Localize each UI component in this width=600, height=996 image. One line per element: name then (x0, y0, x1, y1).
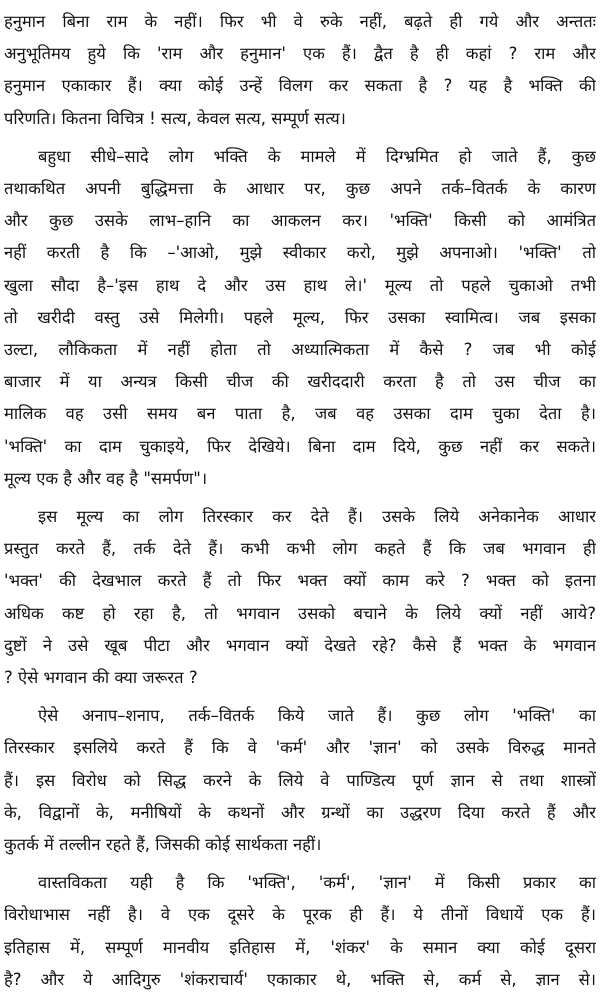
text-line: विरोधाभास नहीं है। वे एक दूसरे के पूरक ही हैं। ये तीनों विधायें एक हैं। (4, 905, 596, 925)
text-line: हैं। इस विरोध को सिद्ध करने के लिये वे पाण्डित्य पूर्ण ज्ञान से तथा शास्त्रों (4, 770, 596, 790)
paragraph-5 (4, 867, 596, 996)
text-line: 'भक्त' की देखभाल करते हैं तो फिर भक्त क्यों काम करे ? भक्त को इतना (4, 571, 596, 591)
text-line: हनुमान एकाकार हैं। क्या कोई उन्हें विलग कर सकता है ? यह है भक्ति की (4, 76, 596, 96)
text-line: है? और ये आदिगुरु 'शंकराचार्य' एकाकार थे, भक्ति से, कर्म से, ज्ञान से। (4, 969, 596, 989)
document-page (4, 0, 596, 989)
paragraph-1 (4, 6, 596, 135)
paragraph-3 (4, 501, 596, 694)
text-line: के, विद्वानों के, मनीषियों के कथनों और ग्रन्थों का उद्धरण दिया करते हैं और (4, 802, 596, 822)
text-line: बाजार में या अन्यत्र किसी चीज की खरीददारी करता है तो उस चीज का (4, 372, 596, 392)
text-line: परिणति। कितना विचित्र ! सत्य, केवल सत्य, सम्पूर्ण सत्य। (4, 108, 346, 128)
text-line: उल्टा, लौकिकता में नहीं होता तो अध्यात्मिकता में कैसे ? जब भी कोई (4, 340, 596, 360)
text-line: ? ऐसे भगवान की क्या जरूरत ? (4, 668, 198, 688)
text-line: प्रस्तुत करते हैं, तर्क देते हैं। कभी कभी लोग कहते हैं कि जब भगवान ही (4, 539, 596, 559)
text-line: 'भक्ति' का दाम चुकाइये, फिर देखिये। बिना दाम दिये, कुछ नहीं कर सकते। (4, 436, 596, 456)
text-line: मालिक वह उसी समय बन पाता है, जब वह उसका दाम चुका देता है। (4, 404, 596, 424)
text-line: अनुभूतिमय हुये कि 'राम और हनुमान' एक हैं। द्वैत है ही कहां ? राम और (4, 44, 596, 64)
text-line: ऐसे अनाप–शनाप, तर्क–वितर्क किये जाते हैं। कुछ लोग 'भक्ति' का (38, 706, 596, 726)
text-line: कुतर्क में तल्लीन रहते हैं, जिसकी कोई सार्थकता नहीं। (4, 835, 322, 855)
text-line: तथाकथित अपनी बुद्धिमत्ता के आधार पर, कुछ अपने तर्क–वितर्क के कारण (4, 179, 596, 199)
text-line: खुला सौदा है–'इस हाथ दे और उस हाथ ले।' मूल्य तो पहले चुकाओ तभी (4, 275, 596, 295)
text-line: तिरस्कार इसलिये करते हैं कि वे 'कर्म' और 'ज्ञान' को उसके विरुद्ध मानते (4, 738, 596, 758)
text-line: वास्तविकता यही है कि 'भक्ति', 'कर्म', 'ज्ञान' में किसी प्रकार का (38, 873, 596, 893)
text-line: तो खरीदी वस्तु उसे मिलेगी। पहले मूल्य, फिर उसका स्वामित्व। जब इसका (4, 307, 596, 327)
text-line: अधिक कष्ट हो रहा है, तो भगवान उसको बचाने के लिये क्यों नहीं आये? (4, 603, 596, 623)
text-line: हनुमान बिना राम के नहीं। फिर भी वे रुके नहीं, बढ़ते ही गये और अन्ततः (4, 12, 596, 31)
text-line: मूल्य एक है और वह है "समर्पण"। (4, 468, 208, 488)
text-line: इतिहास में, सम्पूर्ण मानवीय इतिहास में, 'शंकर' के समान क्या कोई दूसरा (4, 937, 596, 957)
text-line: इस मूल्य का लोग तिरस्कार कर देते हैं। उसके लिये अनेकानेक आधार (38, 507, 596, 527)
paragraph-4 (4, 700, 596, 861)
text-line: नहीं करती है कि –'आओ, मुझे स्वीकार करो, मुझे अपनाओ। 'भक्ति' तो (4, 243, 596, 263)
text-line: और कुछ उसके लाभ–हानि का आकलन कर। 'भक्ति' किसी को आमंत्रित (4, 211, 596, 231)
text-line: दुष्टों ने उसे खूब पीटा और भगवान क्यों देखते रहे? कैसे हैं भक्त के भगवान (4, 635, 596, 655)
text-line: बहुधा सीधे–सादे लोग भक्ति के मामले में दिग्भ्रमित हो जाते हैं, कुछ (38, 146, 596, 166)
paragraph-2 (4, 141, 596, 495)
